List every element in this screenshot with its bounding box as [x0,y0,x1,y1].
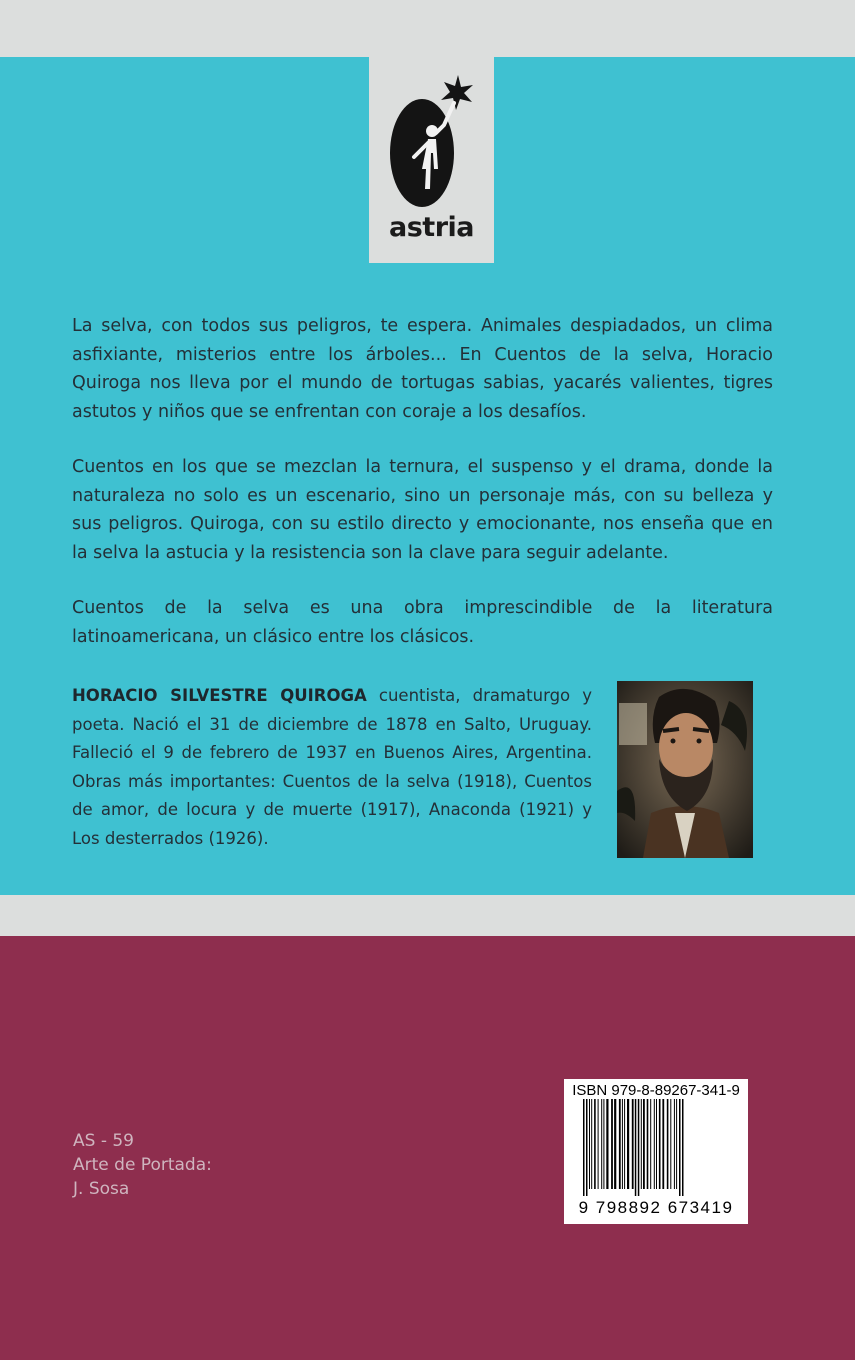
barcode-bar [659,1099,661,1189]
barcode-bar [656,1099,657,1189]
barcode-bar [654,1099,655,1189]
barcode-bar [619,1099,621,1189]
barcode-bar [679,1099,681,1196]
barcode-bar [632,1099,634,1189]
back-cover-top-panel [0,57,855,895]
isbn-barcode [564,1079,748,1224]
barcode-bar [635,1099,637,1196]
barcode-bar [641,1099,642,1189]
cover-art-label: Arte de Portada: [73,1155,212,1175]
author-bio-text: cuentista, dramaturgo y poeta. Nació el 31 de diciembre de 1878 en Salto, Uruguay. Falleció el 9 de febrero de 1937 en Buenos Aires, Argentina. Obras más importantes: Cuentos de la selva (1918), Cuentos de amor, de locura y de muerte (1917), Anaconda (1921) y Los desterrados (1926). [72,686,593,848]
barcode-bar [622,1099,623,1189]
barcode-bar [603,1099,604,1189]
barcode-bar [627,1099,629,1189]
publisher-name: astria [389,212,474,243]
barcode-bar [583,1099,585,1196]
astria-logo-icon [384,73,479,213]
series-code: AS - 59 [73,1131,134,1151]
barcode-bar [667,1099,669,1189]
barcode-bar [614,1099,616,1189]
publisher-logo [369,57,494,263]
back-cover-blurb [72,312,773,678]
blurb-paragraph: La selva, con todos sus peligros, te espera. Animales despiadados, un clima asfixiante, misterios entre los árboles... En Cuentos de la selva, Horacio Quiroga nos lleva por el mundo de tortugas sabias, yacarés valientes, tigres astutos y niños que se enfrentan con coraje a los desafíos. [72,316,773,422]
author-bio [72,682,592,853]
barcode-bar [594,1099,596,1189]
back-cover-bottom-panel [0,936,855,1360]
blurb-paragraph: Cuentos de la selva es una obra imprescindible de la literatura latinoamericana, un clásico entre los clásicos. [72,598,773,647]
barcode-bar [650,1099,651,1189]
author-name: HORACIO SILVESTRE QUIROGA [72,686,367,705]
barcode-bar [591,1099,592,1189]
barcode-bar [638,1099,640,1196]
barcode-bar [601,1099,602,1189]
barcode-bar [670,1099,671,1189]
author-portrait [617,681,753,858]
barcode-bar [647,1099,649,1189]
isbn-label: ISBN 979-8-89267-341-9 [572,1082,740,1099]
barcode-bar [586,1099,588,1196]
barcode-bar [676,1099,677,1189]
barcode-bar [682,1099,684,1196]
barcode-bar [643,1099,645,1189]
barcode-bar [611,1099,613,1189]
isbn-digits: 9 798892 673419 [578,1198,734,1217]
barcode-bar [674,1099,675,1189]
barcode-bar [598,1099,599,1189]
cover-artist: J. Sosa [73,1179,130,1199]
barcode-bar [589,1099,590,1189]
barcode-bar [606,1099,608,1189]
barcode-bars [583,1099,729,1196]
barcode-bar [662,1099,664,1189]
barcode-bar [624,1099,625,1189]
credits [73,1129,212,1201]
author-portrait-image [617,681,753,858]
blurb-paragraph: Cuentos en los que se mezclan la ternura, el suspenso y el drama, donde la naturaleza no solo es un escenario, sino un personaje más, con su belleza y sus peligros. Quiroga, con su estilo directo y emocionante, nos enseña que en la selva la astucia y la resistencia son la clave para seguir adelante. [72,457,773,563]
